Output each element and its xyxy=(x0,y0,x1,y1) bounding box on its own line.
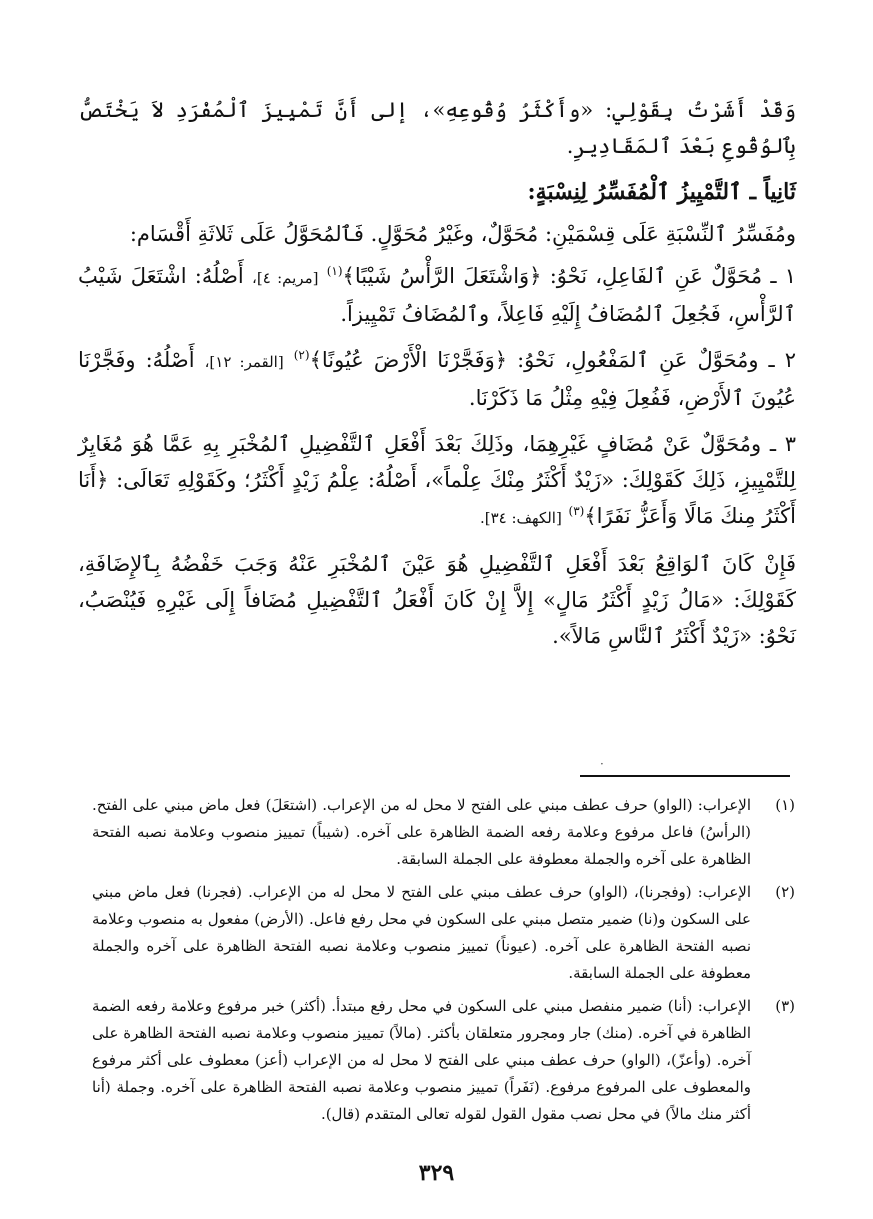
section-heading: ثَانِياً ـ ٱلتَّمْيِيزُ ٱلْمُفَسِّرُ لِنِسْبَةٍ: xyxy=(527,179,796,205)
footnote-marker-3: (٣) xyxy=(568,504,585,518)
closing-paragraph: فَإِنْ كَانَ ٱلوَاقِعُ بَعْدَ أَفْعَلِ ٱلتَّفْضِيلِ هُوَ عَيْنَ ٱلمُخْبَرِ عَنْهُ وَجَبَ خَفْضُهُ بِٱلإِضَافَةِ، كَقَوْلِكَ: «مَالُ زَيْدٍ أَكْثَرُ مَالٍ» إِلاَّ إِنْ كَانَ أَفْعَلُ ٱلتَّفْضِيلِ مُضَافاً إِلَى غَيْرِهِ فَيُنْصَبُ، نَحْوُ: «زَيْدٌ أَكْثَرُ ٱلنَّاسِ مَالاً». xyxy=(78,552,796,648)
main-text xyxy=(78,92,796,664)
footnote-number: (١) xyxy=(775,796,795,814)
item-1 xyxy=(78,258,796,332)
item-2-reference: [القمر: ١٢]، xyxy=(204,353,284,371)
footnote-number: (٢) xyxy=(775,883,795,901)
divider-dot: · xyxy=(600,757,604,771)
page-number: ٣٢٩ xyxy=(418,1160,455,1186)
footnote xyxy=(92,993,795,1128)
footnote xyxy=(92,792,795,873)
item-1-quran: ﴿وَاشْتَعَلَ الرَّأْسُ شَيْبًا﴾ xyxy=(342,264,542,288)
item-1-start: ١ ـ مُحَوَّلٌ عَنِ ٱلفَاعِلِ، نَحْوُ: xyxy=(549,264,796,288)
footnote-text: الإعراب: (الواو) حرف عطف مبني على الفتح لا محل له من الإعراب. (اشتعَلَ) فعل ماض مبني على الفتح. (الرأسُ) فاعل مرفوع وعلامة رفعه الضمة الظاهرة على آخره. (شيباً) تمييز منصوب وعلامة نصبه الفتحة الظاهرة على آخره والجملة معطوفة على الجملة السابقة. xyxy=(92,796,751,868)
item-3-quran: ﴿أَنَا أَكْثَرُ مِنكَ مَالًا وَأَعَزُّ نَفَرًا﴾ xyxy=(78,468,796,528)
item-2-quran: ﴿وَفَجَّرْنَا الْأَرْضَ عُيُونًا﴾ xyxy=(309,348,508,372)
footnote-number: (٣) xyxy=(775,997,795,1015)
item-3-reference: [الكهف: ٣٤]. xyxy=(479,509,562,527)
footnote-text: الإعراب: (وفجرنا)، (الواو) حرف عطف مبني على الفتح لا محل له من الإعراب. (فجرنا) فعل ماض مبني على السكون و(نا) ضمير متصل مبني على السكون في محل رفع فاعل. (الأرض) مفعول به منصوب وعلامة نصبه الفتحة الظاهرة على آخره. (عيوناً) تمييز منصوب وعلامة نصبه الفتحة الظاهرة على آخره والجملة معطوفة على الجملة السابقة. xyxy=(92,883,751,982)
item-2-end: أَصْلُهُ: وفَجَّرْنَا عُيُونَ ٱلأَرْضِ، فَفُعِلَ فِيْهِ مِثْلُ مَا ذَكَرْنَا. xyxy=(78,348,796,410)
footnote-marker-1: (١) xyxy=(326,264,343,278)
item-1-reference: [مريم: ٤]، xyxy=(252,269,319,287)
item-2 xyxy=(78,342,796,416)
intro-paragraph: وَقَدْ أَشَرْتُ بِقَوْلِي: «وأَكْثَرُ وُقُوعِهِ»، إلى أَنَّ تَمْيِيزَ ٱلْمُفْرَدِ لاَ يَخْتَصُّ بِٱلوُقُوعِ بَعْدَ ٱلمَقَادِيرِ. xyxy=(78,98,796,158)
footnote xyxy=(92,879,795,987)
footnote-marker-2: (٢) xyxy=(293,348,310,362)
division-paragraph: ومُفَسِّرُ ٱلنِّسْبَةِ عَلَى قِسْمَيْنِ: مُحَوَّلٌ، وغَيْرُ مُحَوَّلٍ. فَٱلمُحَوَّلُ عَلَى ثَلاثَةِ أَقْسَام: xyxy=(129,222,796,246)
item-3-start: ٣ ـ ومُحَوَّلٌ عَنْ مُضَافٍ غَيْرِهِمَا، وذَلِكَ بَعْدَ أَفْعَلِ ٱلتَّفْضِيلِ ٱلمُخْبَرِ بِهِ عَمَّا هُوَ مُغَايِرٌ لِلتَّمْيِيزِ، ذَلِكَ كَقَوْلِكَ: «زَيْدٌ أَكْثَرُ مِنْكَ عِلْماً»، أَصْلُهُ: عِلْمُ زَيْدٍ أَكْثَرُ؛ وكَقَوْلِهِ تَعَالَى: xyxy=(78,432,796,492)
footnote-text: الإعراب: (أنا) ضمير منفصل مبني على السكون في محل رفع مبتدأ. (أكثر) خبر مرفوع وعلامة رفعه الضمة الظاهرة في آخره. (منك) جار ومجرور متعلقان بأكثر. (مالاً) تمييز منصوب وعلامة نصبه الفتحة الظاهرة على آخره. (وأعزّ)، (الواو) حرف عطف مبني على الفتح لا محل له من الإعراب (أعز) معطوف على أكثر مرفوع والمعطوف على المرفوع مرفوع. (نَفَراً) تمييز منصوب وعلامة نصبه الفتحة الظاهرة على آخره. وجملة (أنا أكثر منك مالاً) في محل نصب مقول القول لقوله تعالى المتقدم (قال). xyxy=(92,997,751,1123)
item-2-start: ٢ ـ ومُحَوَّلٌ عَنِ ٱلمَفْعُولِ، نَحْوُ: xyxy=(517,348,797,372)
footnotes xyxy=(92,792,795,1134)
footnote-divider xyxy=(580,775,790,777)
item-3 xyxy=(78,426,796,536)
item-1-end: أَصْلُهُ: اشْتَعَلَ شَيْبُ ٱلرَّأْسِ، فَجُعِلَ ٱلمُضَافُ إِلَيْهِ فَاعِلاً، وٱلمُضَافُ تَمْيِيزاً. xyxy=(78,264,796,326)
